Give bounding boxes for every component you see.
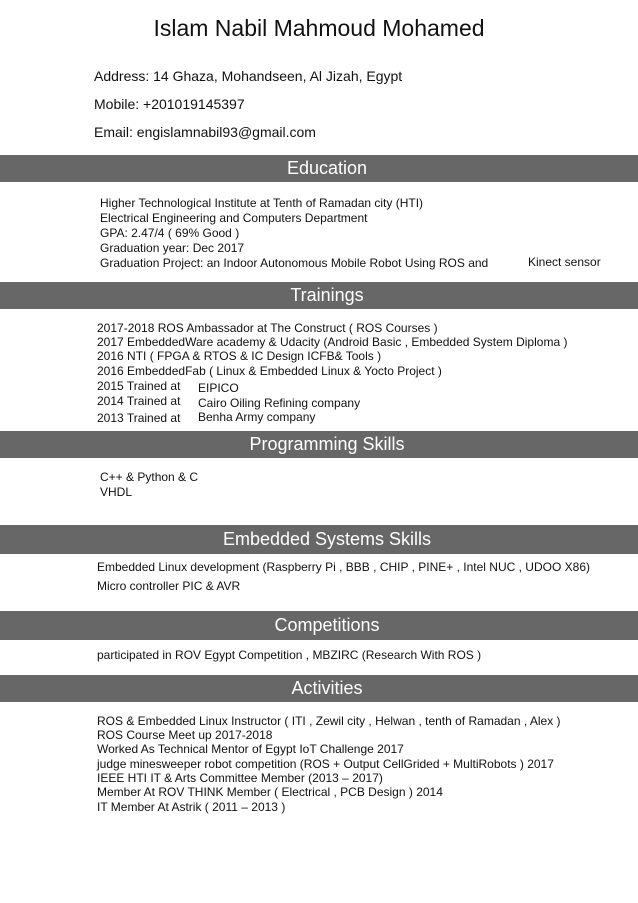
trained-company: Benha Army company	[198, 410, 316, 424]
education-line: Electrical Engineering and Computers Department	[100, 211, 368, 225]
programming-section-header	[0, 431, 638, 458]
trained-company: Cairo Oiling Refining company	[198, 396, 361, 410]
embedded-title: Embedded Systems Skills	[222, 529, 432, 549]
competitions-section-header	[0, 611, 638, 640]
email-line: Email: engislamnabil93@gmail.com	[94, 124, 316, 140]
trainings-title: Trainings	[290, 285, 364, 305]
education-title: Education	[286, 158, 368, 178]
activity-line: judge minesweeper robot competition (ROS + Output CellGrided + MultiRobots ) 2017	[97, 757, 554, 771]
embedded-section-header	[0, 525, 638, 554]
education-line: Graduation year: Dec 2017	[100, 241, 245, 255]
education-section-header	[0, 155, 638, 182]
education-line: Graduation Project: an Indoor Autonomous Mobile Robot Using ROS and	[100, 256, 489, 270]
activity-line: Worked As Technical Mentor of Egypt IoT Challenge 2017	[97, 742, 404, 756]
education-line: Higher Technological Institute at Tenth of Ramadan city (HTI)	[100, 196, 424, 210]
competition-line: participated in ROV Egypt Competition , MBZIRC (Research With ROS )	[97, 648, 482, 662]
trained-label: 2013 Trained at	[97, 411, 181, 425]
education-project-suffix: Kinect sensor	[528, 255, 601, 269]
trained-label: 2014 Trained at	[97, 394, 181, 408]
activity-line: IT Member At Astrik ( 2011 – 2013 )	[97, 800, 286, 814]
trainings-section-header	[0, 282, 638, 309]
activities-title: Activities	[291, 678, 363, 698]
activities-section-header	[0, 675, 638, 702]
activity-line: Member At ROV THINK Member ( Electrical , PCB Design ) 2014	[97, 785, 443, 799]
training-line: 2017 EmbeddedWare academy & Udacity (Android Basic , Embedded System Diploma )	[97, 335, 568, 349]
address-line: Address: 14 Ghaza, Mohandseen, Al Jizah, Egypt	[94, 68, 403, 84]
training-line: 2017-2018 ROS Ambassador at The Construct ( ROS Courses )	[97, 321, 438, 335]
programming-line: C++ & Python & C	[100, 470, 199, 484]
trained-company: EIPICO	[198, 381, 239, 395]
training-line: 2016 EmbeddedFab ( Linux & Embedded Linux & Yocto Project )	[97, 364, 442, 378]
competitions-title: Competitions	[274, 615, 380, 635]
candidate-name: Islam Nabil Mahmoud Mohamed	[153, 15, 485, 41]
activity-line: ROS Course Meet up 2017-2018	[97, 728, 273, 742]
activity-line: ROS & Embedded Linux Instructor ( ITI , Zewil city , Helwan , tenth of Ramadan , Alex )	[97, 714, 561, 728]
education-line: GPA: 2.47/4 ( 69% Good )	[100, 226, 240, 240]
embedded-line: Embedded Linux development (Raspberry Pi , BBB , CHIP , PINE+ , Intel NUC , UDOO X86)	[97, 560, 590, 574]
training-line: 2016 NTI ( FPGA & RTOS & IC Design ICFB& Tools )	[97, 349, 382, 363]
trained-label: 2015 Trained at	[97, 379, 181, 393]
programming-title: Programming Skills	[249, 434, 405, 454]
programming-line: VHDL	[100, 485, 133, 499]
activity-line: IEEE HTI IT & Arts Committee Member (2013 – 2017)	[97, 771, 383, 785]
mobile-line: Mobile: +201019145397	[94, 96, 245, 112]
embedded-line: Micro controller PIC & AVR	[97, 579, 241, 593]
